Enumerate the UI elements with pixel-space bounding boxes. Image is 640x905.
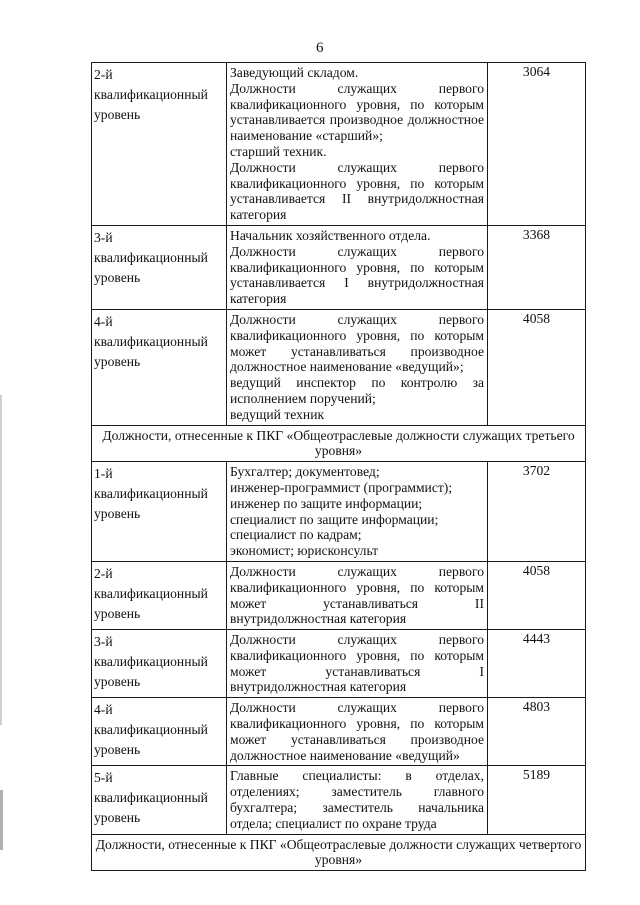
position-description: Должности служащих первого квалификационного уровня, по которым может устанавливаться производное должностное наименование «ведущий» — [230, 700, 484, 763]
level-cell — [92, 561, 227, 629]
positions-cell — [227, 561, 488, 629]
level-label-line: уровень — [94, 742, 141, 758]
position-description: Должности служащих первого квалификационного уровня, по которым устанавливается производное должностное наименование «старший»; — [230, 80, 484, 144]
qualification-level-row — [92, 561, 586, 629]
level-label-line: квалификационный — [94, 486, 208, 502]
group-header-cell — [92, 834, 586, 871]
level-label-line: уровень — [94, 810, 141, 826]
level-label-line: 3-й — [94, 229, 113, 245]
level-label-line: уровень — [94, 353, 141, 369]
positions-cell — [227, 63, 488, 226]
qualification-level-row — [92, 698, 586, 766]
salary-value: 4058 — [522, 562, 551, 578]
level-label-line: квалификационный — [94, 249, 208, 265]
salary-cell — [488, 698, 586, 766]
level-label-line: 4-й — [94, 313, 113, 329]
position-description: Должности служащих первого квалификационного уровня, по которым может устанавливаться производное должностное наименование «ведущий»; — [230, 311, 484, 375]
group-header-row — [92, 425, 586, 462]
level-label-line: квалификационный — [94, 333, 208, 349]
position-description: Должности служащих первого квалификационного уровня, по которым может устанавливаться II внутридолжностная категория — [230, 563, 484, 627]
level-label-line: уровень — [94, 674, 141, 690]
position-description: ведущий техник — [230, 406, 325, 422]
level-cell — [92, 309, 227, 425]
position-description: Начальник хозяйственного отдела. — [230, 227, 431, 243]
position-description: Заведующий складом. — [230, 65, 359, 80]
salary-value: 4058 — [522, 310, 551, 326]
salary-cell — [488, 309, 586, 425]
position-description: инженер-программист (программист); — [230, 479, 453, 495]
positions-cell — [227, 630, 488, 698]
qualification-level-row — [92, 462, 586, 562]
group-header-cell — [92, 425, 586, 462]
page-number: 6 — [316, 40, 324, 56]
qualification-level-row — [92, 766, 586, 834]
position-description: Бухгалтер; документовед; — [230, 464, 380, 480]
group-header-text: Должности, отнесенные к ПКГ «Общеотраслевые должности служащих третьего уровня» — [102, 427, 575, 459]
salary-value: 4803 — [522, 699, 551, 715]
level-label-line: 2-й — [94, 565, 113, 581]
group-header-row — [92, 834, 586, 871]
position-description: ведущий инспектор по контролю за исполнением поручений; — [230, 375, 484, 406]
level-cell — [92, 225, 227, 309]
salary-cell — [488, 462, 586, 562]
scan-margin-shadow — [0, 790, 3, 850]
qualification-level-row — [92, 309, 586, 425]
qualification-level-row — [92, 225, 586, 309]
position-description: Должности служащих первого квалификационного уровня, по которым устанавливается II внутридолжностная категория — [230, 159, 484, 223]
position-description: старший техник. — [230, 143, 327, 159]
level-label-line: квалификационный — [94, 585, 208, 601]
position-description: специалист по кадрам; — [230, 527, 362, 543]
level-label-line: уровень — [94, 506, 141, 522]
group-header-text: Должности, отнесенные к ПКГ «Общеотраслевые должности служащих четвертого уровня» — [95, 836, 582, 868]
positions-cell — [227, 766, 488, 834]
level-label-line: 1-й — [94, 466, 113, 482]
salary-cell — [488, 630, 586, 698]
level-label-line: 3-й — [94, 634, 113, 650]
positions-cell — [227, 225, 488, 309]
qualification-level-row — [92, 630, 586, 698]
level-label-line: уровень — [94, 269, 141, 285]
salary-value: 3368 — [522, 226, 551, 242]
level-cell — [92, 766, 227, 834]
level-label-line: 5-й — [94, 770, 113, 786]
positions-cell — [227, 309, 488, 425]
salary-value: 4443 — [522, 631, 551, 647]
scan-margin-shadow — [0, 395, 2, 725]
positions-cell — [227, 462, 488, 562]
salary-value: 5189 — [522, 767, 551, 783]
salary-cell — [488, 766, 586, 834]
position-description: Главные специалисты: в отделах, отделениях; заместитель главного бухгалтера; заместитель начальника отдела; специалист по охране труда — [230, 768, 484, 831]
level-label-line: квалификационный — [94, 790, 208, 806]
level-label-line: уровень — [94, 107, 141, 122]
position-description: Должности служащих первого квалификационного уровня, по которым может устанавливаться I внутридолжностная категория — [230, 632, 484, 695]
level-cell — [92, 698, 227, 766]
salary-value: 3064 — [522, 64, 551, 79]
salary-cell — [488, 63, 586, 226]
level-label-line: уровень — [94, 605, 141, 621]
level-cell — [92, 462, 227, 562]
level-cell — [92, 63, 227, 226]
level-label-line: квалификационный — [94, 722, 208, 738]
level-label-line: квалификационный — [94, 87, 208, 102]
level-label-line: 4-й — [94, 702, 113, 718]
salary-cell — [488, 561, 586, 629]
level-label-line: 2-й — [94, 67, 113, 82]
position-description: Должности служащих первого квалификационного уровня, по которым устанавливается I внутридолжностная категория — [230, 243, 484, 307]
qualification-level-row — [92, 63, 586, 226]
position-description: экономист; юрисконсульт — [230, 543, 379, 559]
position-description: специалист по защите информации; — [230, 511, 439, 527]
positions-cell — [227, 698, 488, 766]
position-description: инженер по защите информации; — [230, 495, 423, 511]
table-body — [92, 63, 586, 871]
level-label-line: квалификационный — [94, 654, 208, 670]
salary-cell — [488, 225, 586, 309]
level-cell — [92, 630, 227, 698]
salary-value: 3702 — [522, 463, 551, 479]
qualification-table — [91, 62, 586, 871]
